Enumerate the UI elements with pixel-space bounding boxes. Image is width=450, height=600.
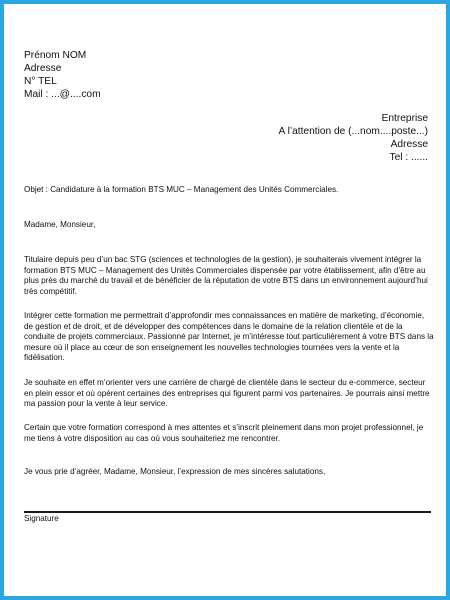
signature-divider [24, 511, 431, 513]
paragraph-1: Titulaire depuis peu d’un bac STG (sciences et technologies de la gestion), je souhaiterais vivement intégrer la formation BTS MUC – Management des Unités Commerciales dispensée par votre établissement, afin d’être au plus près du marché du travail et de bénéficier de la réputation de votre BTS dans un environnement aujourd’hui très compétitif. [24, 255, 428, 296]
salutation: Madame, Monsieur, [24, 220, 96, 229]
paragraph-2: Intégrer cette formation me permettrait d’approfondir mes connaissances en matière de marketing, d’économie, de gestion et de droit, et de développer des compétences dans le domaine de la relation clientèle et de la conduite de projets commerciaux. Passionné par Internet, je m’intéresse tout particulièrement à votre BTS dans la mesure où il place au cœur de son enseignement les nouvelles technologies tournées vers la vente et la fidélisation. [24, 311, 434, 363]
subject-line: Objet : Candidature à la formation BTS MUC – Management des Unités Commerciales. [24, 185, 339, 194]
sender-mail: Mail : ...@....com [24, 89, 101, 100]
recipient-tel: Tel : ...... [389, 152, 428, 163]
closing-line: Je vous prie d’agréer, Madame, Monsieur, l’expression de mes sincères salutations, [24, 467, 326, 476]
sender-address: Adresse [24, 63, 62, 74]
recipient-company: Entreprise [381, 113, 428, 124]
letter-page [4, 4, 446, 596]
recipient-block [279, 112, 429, 164]
recipient-attention: A l’attention de (...nom....poste...) [278, 126, 428, 137]
paragraph-4: Certain que votre formation correspond à mes attentes et s’inscrit pleinement dans mon projet professionnel, je me tiens à votre disposition au cas où vous souhaiteriez me rencontrer. [24, 423, 424, 443]
sender-block [24, 49, 101, 101]
sender-phone: N° TEL [24, 76, 57, 87]
paragraph-3: Je souhaite en effet m’orienter vers une carrière de chargé de clientèle dans le secteur du e-commerce, secteur en plein essor et où opèrent certaines des entreprises qui figurent parmi vos partenaires. Je pourrais ainsi mettre ma passion pour la vente à leur service. [24, 378, 430, 409]
signature-label: Signature [24, 514, 59, 523]
sender-name: Prénom NOM [24, 50, 87, 61]
recipient-address: Adresse [390, 139, 428, 150]
